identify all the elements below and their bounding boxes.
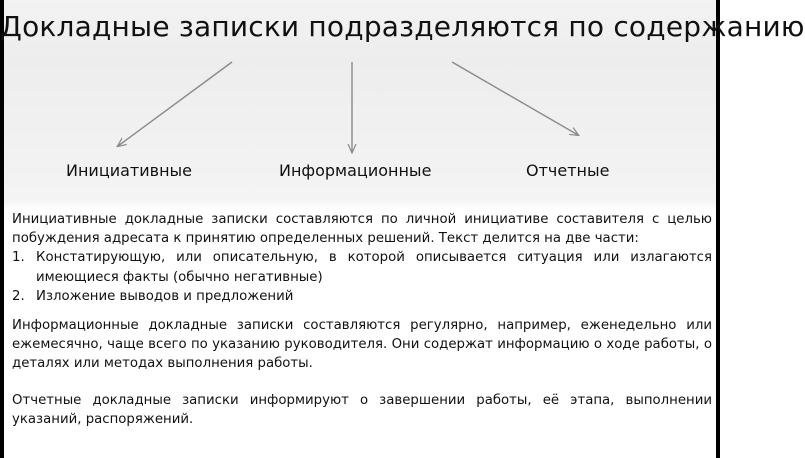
list-text: Констатирующую, или описательную, в которой описывается ситуация или излагаются имеющиеся факты (обычно негативные) <box>36 250 712 285</box>
category-initiative: Инициативные <box>66 161 193 180</box>
description-text <box>12 210 712 429</box>
informational-paragraph: Информационные докладные записки составляются регулярно, например, еженедельно или ежемесячно, чаще всего по указанию руководителя. Они содержат информацию о ходе работы, о деталях или методах выполнения работы. <box>12 318 712 372</box>
list-text: Изложение выводов и предложений <box>36 288 294 304</box>
list-number: 1. <box>12 250 25 266</box>
list-item <box>12 248 712 286</box>
category-informational: Информационные <box>279 161 432 180</box>
initiative-intro: Инициативные докладные записки составляются по личной инициативе составителя с целью побуждения адресата к принятию определенных решений. Текст делится на две части: <box>12 212 712 247</box>
list-number: 2. <box>12 288 25 304</box>
slide-title: Докладные записки подразделяются по содержанию <box>0 10 805 43</box>
report-paragraph: Отчетные докладные записки информируют о завершении работы, её этапа, выполнении указаний, распоряжений. <box>12 392 712 427</box>
list-item <box>12 287 712 306</box>
arrow-to-report <box>452 62 578 135</box>
initiative-parts-list <box>12 248 712 306</box>
arrow-to-initiative <box>118 62 232 146</box>
category-report: Отчетные <box>526 161 610 180</box>
